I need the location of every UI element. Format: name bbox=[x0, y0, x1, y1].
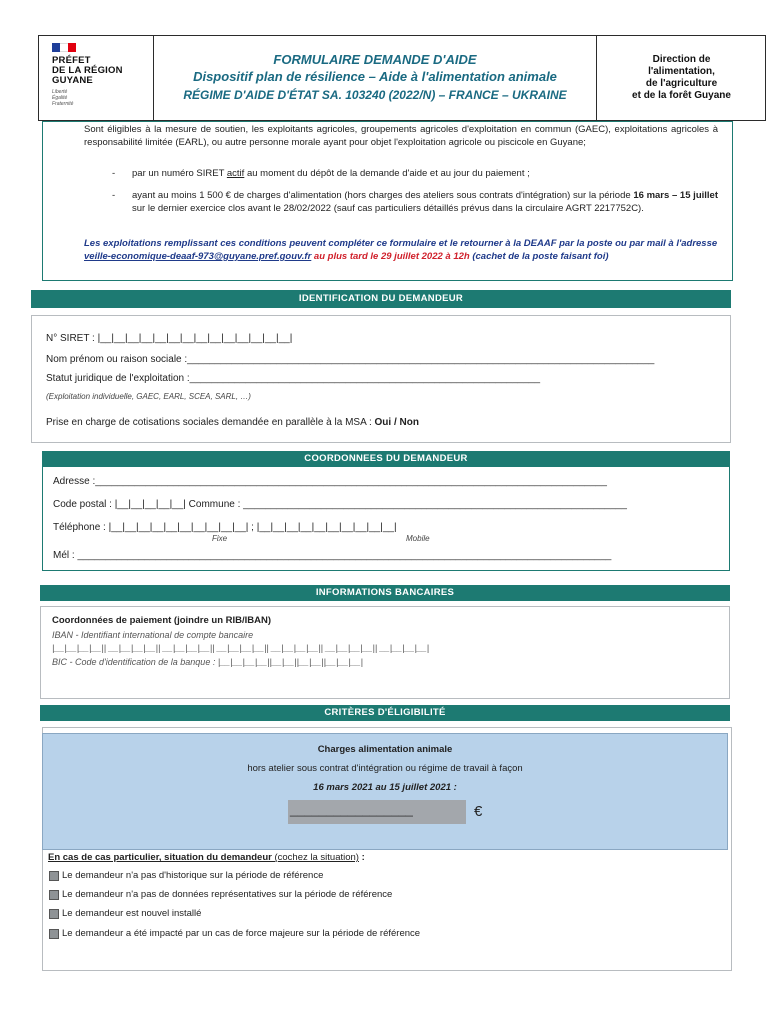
eligibility-intro: Sont éligibles à la mesure de soutien, les exploitants agricoles, groupements agricoles d'exploitation en commun (GAEC), exploitations agricoles à responsabilité limitée (EARL), ou autre personne morale ayant pour objet l'exploitation agricole ou piscicole en Guyane; bbox=[84, 124, 718, 148]
special-case-heading: En cas de cas particulier, situation du demandeur (cochez la situation) : bbox=[48, 852, 365, 863]
postal-city-field[interactable]: Code postal : |__|__|__|__|__| Commune : _____________________________________________________________________ bbox=[53, 499, 627, 510]
coordinates-bar: COORDONNEES DU DEMANDEUR bbox=[42, 451, 730, 467]
form-regime: RÉGIME D'AIDE D'ÉTAT SA. 103240 (2022/N) – FRANCE – UKRAINE bbox=[183, 88, 567, 102]
phone-mobile-label: Mobile bbox=[406, 534, 430, 543]
deaaf-email-link[interactable]: veille-economique-deaaf-973@guyane.pref.gouv.fr bbox=[84, 251, 312, 262]
legal-status-hint: (Exploitation individuelle, GAEC, EARL, SCEA, SARL, …) bbox=[46, 392, 251, 401]
direction-panel bbox=[597, 35, 766, 121]
bullet-marker: - bbox=[112, 168, 116, 179]
direction-line: l'alimentation, bbox=[648, 66, 715, 77]
option-label: Le demandeur est nouvel installé bbox=[62, 908, 202, 919]
criteria-bar: CRITÈRES D'ÉLIGIBILITÉ bbox=[40, 705, 730, 721]
header-title-panel bbox=[154, 35, 597, 121]
identification-bar: IDENTIFICATION DU DEMANDEUR bbox=[31, 290, 731, 308]
bullet-marker: - bbox=[112, 190, 116, 201]
form-subtitle: Dispositif plan de résilience – Aide à l'alimentation animale bbox=[193, 69, 557, 84]
eligibility-closing: Les exploitations remplissant ces conditions peuvent compléter ce formulaire et le retourner à la DEAAF par la poste ou par mail à l'adresse veille-economique-deaaf-973@guyane.pref.gouv.fr au plus tard le 29 juillet 2022 à 12h (cachet de la poste faisant foi) bbox=[84, 238, 718, 262]
eligibility-bullet-charges: ayant au moins 1 500 € de charges d'alimentation (hors charges des ateliers sous contrats d'intégration) sur la période 16 mars – 15 juillet sur le dernier exercice clos avant le 28/02/2022 (sauf cas particuliers détaillés prévus dans la circulaire AGRT 2217752C). bbox=[132, 190, 718, 214]
iban-label: IBAN - Identifiant international de compte bancaire bbox=[52, 630, 254, 640]
option-label: Le demandeur n'a pas d'historique sur la période de référence bbox=[62, 870, 324, 881]
charges-period: 16 mars 2021 au 15 juillet 2021 : bbox=[313, 782, 457, 793]
form-title: FORMULAIRE DEMANDE D'AIDE bbox=[273, 52, 477, 67]
name-field[interactable]: Nom prénom ou raison sociale :____________________________________________________________________________________ bbox=[46, 354, 655, 365]
msa-choice[interactable]: Oui / Non bbox=[374, 417, 419, 428]
direction-line: Direction de bbox=[652, 54, 711, 65]
amount-blank: _________________ bbox=[290, 802, 413, 817]
phone-field[interactable]: Téléphone : |__|__|__|__|__|__|__|__|__|__| ; |__|__|__|__|__|__|__|__|__|__| bbox=[53, 522, 397, 533]
siret-field[interactable]: N° SIRET : |__|__|__|__|__|__|__|__|__|__|__|__|__|__| bbox=[46, 333, 293, 344]
msa-question: Prise en charge de cotisations sociales demandée en parallèle à la MSA : Oui / Non bbox=[46, 417, 419, 428]
option-label: Le demandeur n'a pas de données représentatives sur la période de référence bbox=[62, 889, 393, 900]
bic-field[interactable]: BIC - Code d'identification de la banque : |__|__|__|__||__|__||__|__||__|__|__| bbox=[52, 657, 364, 667]
republic-motto: Liberté Égalité Fraternité bbox=[52, 89, 74, 107]
charges-subtitle: hors atelier sous contrat d'intégration ou régime de travail à façon bbox=[247, 763, 523, 774]
prefet-logo-text: PRÉFET DE LA RÉGION GUYANE bbox=[52, 55, 123, 86]
iban-field[interactable]: |__|__|__|__|| __|__|__|__|| __|__|__|__|| __|__|__|__|| __|__|__|__|| __|__|__|__|| __|__|__|__| bbox=[52, 643, 430, 653]
charges-title: Charges alimentation animale bbox=[317, 744, 453, 755]
direction-line: de l'agriculture bbox=[645, 78, 718, 89]
bank-bar: INFORMATIONS BANCAIRES bbox=[40, 585, 730, 601]
deadline-text: au plus tard le 29 juillet 2022 à 12h bbox=[311, 251, 470, 262]
legal-status-field[interactable]: Statut juridique de l'exploitation :_______________________________________________________________ bbox=[46, 373, 541, 384]
email-field[interactable]: Mél : ________________________________________________________________________________________________ bbox=[53, 550, 612, 561]
no-data-checkbox[interactable] bbox=[49, 890, 59, 900]
force-majeure-checkbox[interactable] bbox=[49, 929, 59, 939]
eligibility-bullet-siret: par un numéro SIRET actif au moment du dépôt de la demande d'aide et au jour du paiement ; bbox=[132, 168, 530, 179]
option-label: Le demandeur a été impacté par un cas de force majeure sur la période de référence bbox=[62, 928, 421, 939]
new-installed-checkbox[interactable] bbox=[49, 909, 59, 919]
phone-fixe-label: Fixe bbox=[212, 534, 228, 543]
direction-line: et de la forêt Guyane bbox=[632, 90, 731, 101]
euro-sign: € bbox=[474, 803, 483, 820]
payment-title: Coordonnées de paiement (joindre un RIB/IBAN) bbox=[52, 615, 272, 626]
address-field[interactable]: Adresse :____________________________________________________________________________________________ bbox=[53, 476, 607, 487]
no-history-checkbox[interactable] bbox=[49, 871, 59, 881]
marianne-flag-icon bbox=[52, 43, 76, 52]
